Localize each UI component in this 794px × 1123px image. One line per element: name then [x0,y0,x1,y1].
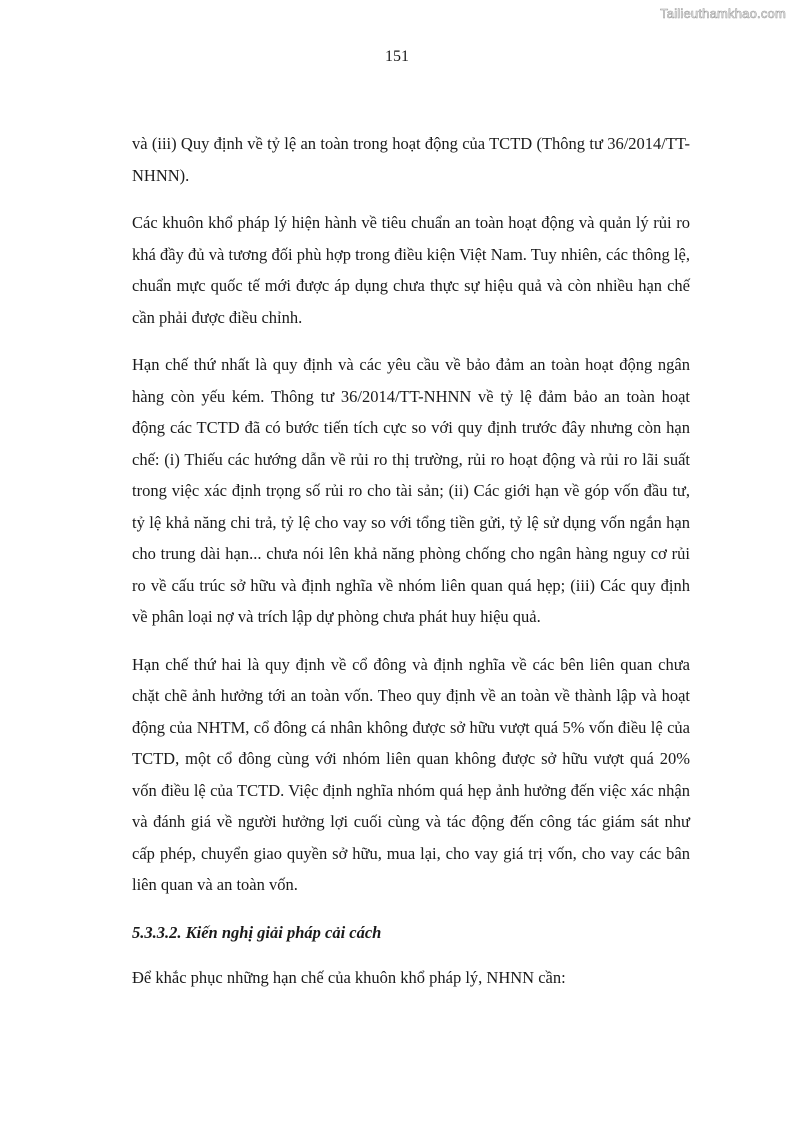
watermark: Tailieuthamkhao.com [660,6,786,21]
paragraph: Các khuôn khổ pháp lý hiện hành về tiêu chuẩn an toàn hoạt động và quản lý rủi ro khá đầy đủ và tương đối phù hợp trong điều kiện Việt Nam. Tuy nhiên, các thông lệ, chuẩn mực quốc tế mới được áp dụng chưa thực sự hiệu quả và còn nhiều hạn chế cần phải được điều chỉnh. [132,213,690,327]
document-body [132,128,690,1010]
section-heading: 5.3.3.2. Kiến nghị giải pháp cải cách [132,922,382,942]
paragraph: Hạn chế thứ nhất là quy định và các yêu cầu về bảo đảm an toàn hoạt động ngân hàng còn yếu kém. Thông tư 36/2014/TT-NHNN về tỷ lệ đảm bảo an toàn hoạt động các TCTD đã có bước tiến tích cực so với quy định trước đây nhưng còn hạn chế: (i) Thiếu các hướng dẫn về rủi ro thị trường, rủi ro hoạt động và rủi ro lãi suất trong việc xác định trọng số rủi ro cho tài sản; (ii) Các giới hạn về góp vốn đầu tư, tỷ lệ khả năng chi trả, tỷ lệ cho vay so với tổng tiền gửi, tỷ lệ sử dụng vốn ngắn hạn cho trung dài hạn... chưa nói lên khả năng phòng chống cho ngân hàng nguy cơ rủi ro về cấu trúc sở hữu và định nghĩa về nhóm liên quan quá hẹp; (iii) Các quy định về phân loại nợ và trích lập dự phòng chưa phát huy hiệu quả. [132,355,690,626]
paragraph: và (iii) Quy định về tỷ lệ an toàn trong hoạt động của TCTD (Thông tư 36/2014/TT-NHNN). [132,134,690,185]
paragraph: Để khắc phục những hạn chế của khuôn khổ pháp lý, NHNN cần: [132,968,566,987]
page-number: 151 [385,48,409,65]
paragraph: Hạn chế thứ hai là quy định về cổ đông và định nghĩa về các bên liên quan chưa chặt chẽ ảnh hưởng tới an toàn vốn. Theo quy định về an toàn về thành lập và hoạt động của NHTM, cổ đông cá nhân không được sở hữu vượt quá 5% vốn điều lệ của TCTD, một cổ đông cùng với nhóm liên quan không được sở hữu vượt quá 20% vốn điều lệ của TCTD. Việc định nghĩa nhóm quá hẹp ảnh hưởng đến việc xác nhận và đánh giá về người hưởng lợi cuối cùng và tác động đến công tác giám sát như cấp phép, chuyển giao quyền sở hữu, mua lại, cho vay giá trị vốn, cho vay các bân liên quan và an toàn vốn. [132,654,690,894]
